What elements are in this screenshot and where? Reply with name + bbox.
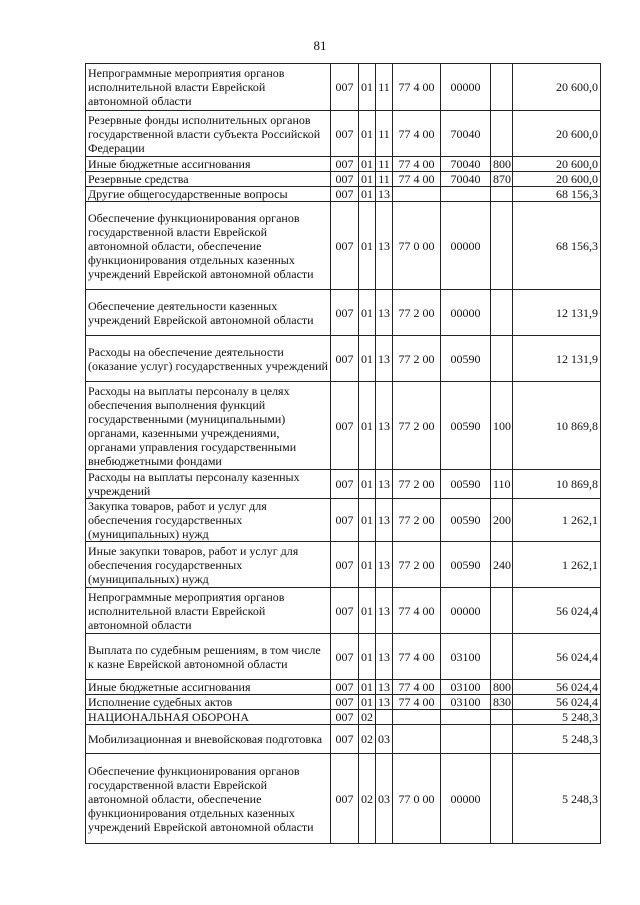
row-expense-type-code [491, 634, 513, 680]
row-name: Расходы на выплаты персоналу казенных учреждений [86, 470, 331, 499]
row-section-code: 01 [359, 542, 376, 588]
row-section-code: 01 [359, 382, 376, 470]
table-row [86, 157, 601, 172]
row-subsection-code: 11 [376, 157, 393, 172]
row-subsection-code: 11 [376, 172, 393, 187]
row-ved-code: 007 [331, 111, 359, 157]
row-section-code: 01 [359, 695, 376, 710]
row-expense-type-code: 870 [491, 172, 513, 187]
row-ved-code: 007 [331, 157, 359, 172]
row-subsection-code: 11 [376, 64, 393, 111]
row-expense-type-code [491, 754, 513, 844]
row-subsection-code [376, 710, 393, 725]
row-subsection-code: 13 [376, 202, 393, 290]
table-row [86, 725, 601, 754]
row-subsection-code: 03 [376, 725, 393, 754]
row-expense-type-code: 110 [491, 470, 513, 499]
row-ved-code: 007 [331, 499, 359, 542]
row-section-code: 01 [359, 202, 376, 290]
row-ved-code: 007 [331, 710, 359, 725]
row-target-program-code: 77 2 00 [393, 336, 441, 382]
row-section-code: 02 [359, 754, 376, 844]
row-name: Исполнение судебных актов [86, 695, 331, 710]
table-row [86, 680, 601, 695]
row-target-program-code: 77 2 00 [393, 470, 441, 499]
row-subsection-code: 13 [376, 542, 393, 588]
row-expense-type-code [491, 336, 513, 382]
row-expense-type-code [491, 64, 513, 111]
row-amount: 68 156,3 [513, 202, 601, 290]
row-subsection-code: 13 [376, 695, 393, 710]
row-name: Выплата по судебным решениям, в том числе к казне Еврейской автономной области [86, 634, 331, 680]
row-subsection-code: 13 [376, 588, 393, 634]
row-name: Обеспечение деятельности казенных учреждений Еврейской автономной области [86, 290, 331, 336]
row-target-direction-code: 70040 [441, 172, 491, 187]
table-row [86, 754, 601, 844]
row-ved-code: 007 [331, 695, 359, 710]
row-section-code: 01 [359, 157, 376, 172]
row-amount: 10 869,8 [513, 382, 601, 470]
row-target-program-code: 77 4 00 [393, 64, 441, 111]
row-amount: 20 600,0 [513, 64, 601, 111]
row-amount: 20 600,0 [513, 157, 601, 172]
row-ved-code: 007 [331, 542, 359, 588]
row-section-code: 01 [359, 290, 376, 336]
row-section-code: 01 [359, 64, 376, 111]
row-expense-type-code: 200 [491, 499, 513, 542]
row-name: Закупка товаров, работ и услуг для обеспечения государственных (муниципальных) нужд [86, 499, 331, 542]
row-ved-code: 007 [331, 470, 359, 499]
row-target-direction-code: 00000 [441, 202, 491, 290]
row-name: Обеспечение функционирования органов государственной власти Еврейской автономной области, обеспечение функционирования отдельных казенных учреждений Еврейской автономной области [86, 754, 331, 844]
row-section-code: 01 [359, 588, 376, 634]
row-amount: 12 131,9 [513, 336, 601, 382]
row-ved-code: 007 [331, 290, 359, 336]
row-expense-type-code [491, 725, 513, 754]
table-row [86, 470, 601, 499]
row-section-code: 01 [359, 172, 376, 187]
row-subsection-code: 13 [376, 187, 393, 202]
row-target-direction-code: 00000 [441, 290, 491, 336]
table-row [86, 382, 601, 470]
row-target-program-code [393, 710, 441, 725]
row-target-direction-code: 00000 [441, 588, 491, 634]
row-ved-code: 007 [331, 754, 359, 844]
row-target-program-code: 77 2 00 [393, 499, 441, 542]
table-row [86, 695, 601, 710]
row-section-code: 02 [359, 725, 376, 754]
row-name: Резервные фонды исполнительных органов государственной власти субъекта Российской Федерации [86, 111, 331, 157]
row-ved-code: 007 [331, 680, 359, 695]
row-name: Мобилизационная и вневойсковая подготовка [86, 725, 331, 754]
table-row [86, 64, 601, 111]
row-target-program-code: 77 2 00 [393, 382, 441, 470]
row-target-direction-code: 70040 [441, 111, 491, 157]
row-name: Иные бюджетные ассигнования [86, 680, 331, 695]
row-target-program-code: 77 0 00 [393, 754, 441, 844]
row-target-direction-code: 00000 [441, 754, 491, 844]
row-target-program-code: 77 4 00 [393, 680, 441, 695]
row-name: Обеспечение функционирования органов государственной власти Еврейской автономной области, обеспечение функционирования отдельных казенных учреждений Еврейской автономной области [86, 202, 331, 290]
row-amount: 68 156,3 [513, 187, 601, 202]
table-row [86, 634, 601, 680]
table-row [86, 172, 601, 187]
table-row [86, 710, 601, 725]
page-number: 81 [313, 38, 327, 53]
row-expense-type-code [491, 588, 513, 634]
row-target-direction-code [441, 725, 491, 754]
row-expense-type-code: 100 [491, 382, 513, 470]
row-section-code: 01 [359, 634, 376, 680]
row-ved-code: 007 [331, 172, 359, 187]
row-name: Расходы на обеспечение деятельности (оказание услуг) государственных учреждений [86, 336, 331, 382]
row-amount: 56 024,4 [513, 680, 601, 695]
row-target-direction-code: 00590 [441, 382, 491, 470]
row-expense-type-code [491, 111, 513, 157]
row-target-program-code: 77 2 00 [393, 542, 441, 588]
row-target-direction-code [441, 187, 491, 202]
row-amount: 1 262,1 [513, 499, 601, 542]
row-target-program-code [393, 725, 441, 754]
row-target-direction-code [441, 710, 491, 725]
row-ved-code: 007 [331, 64, 359, 111]
row-expense-type-code: 240 [491, 542, 513, 588]
row-target-program-code: 77 2 00 [393, 290, 441, 336]
row-ved-code: 007 [331, 588, 359, 634]
row-section-code: 01 [359, 187, 376, 202]
row-name: Непрограммные мероприятия органов исполнительной власти Еврейской автономной области [86, 64, 331, 111]
row-target-program-code: 77 4 00 [393, 695, 441, 710]
row-name: НАЦИОНАЛЬНАЯ ОБОРОНА [86, 710, 331, 725]
row-name: Иные закупки товаров, работ и услуг для обеспечения государственных (муниципальных) нужд [86, 542, 331, 588]
row-amount: 5 248,3 [513, 710, 601, 725]
table-row [86, 499, 601, 542]
row-expense-type-code [491, 710, 513, 725]
row-amount: 10 869,8 [513, 470, 601, 499]
row-name: Непрограммные мероприятия органов исполнительной власти Еврейской автономной области [86, 588, 331, 634]
budget-table [85, 63, 601, 844]
row-ved-code: 007 [331, 187, 359, 202]
row-subsection-code: 13 [376, 336, 393, 382]
row-target-program-code: 77 4 00 [393, 111, 441, 157]
row-section-code: 01 [359, 336, 376, 382]
row-target-program-code: 77 4 00 [393, 634, 441, 680]
row-target-program-code: 77 4 00 [393, 588, 441, 634]
table-row [86, 542, 601, 588]
row-amount: 56 024,4 [513, 695, 601, 710]
table-row [86, 290, 601, 336]
row-expense-type-code [491, 290, 513, 336]
row-section-code: 02 [359, 710, 376, 725]
table-row [86, 202, 601, 290]
row-target-direction-code: 00590 [441, 336, 491, 382]
row-target-direction-code: 03100 [441, 680, 491, 695]
row-expense-type-code [491, 202, 513, 290]
row-name: Другие общегосударственные вопросы [86, 187, 331, 202]
row-section-code: 01 [359, 470, 376, 499]
table-row [86, 111, 601, 157]
row-target-direction-code: 03100 [441, 634, 491, 680]
row-subsection-code: 13 [376, 290, 393, 336]
row-amount: 1 262,1 [513, 542, 601, 588]
table-row [86, 336, 601, 382]
row-amount: 56 024,4 [513, 634, 601, 680]
row-amount: 5 248,3 [513, 725, 601, 754]
row-subsection-code: 11 [376, 111, 393, 157]
row-amount: 20 600,0 [513, 111, 601, 157]
row-amount: 12 131,9 [513, 290, 601, 336]
row-subsection-code: 13 [376, 470, 393, 499]
row-subsection-code: 13 [376, 680, 393, 695]
row-ved-code: 007 [331, 202, 359, 290]
row-amount: 5 248,3 [513, 754, 601, 844]
row-expense-type-code: 830 [491, 695, 513, 710]
row-name: Резервные средства [86, 172, 331, 187]
row-subsection-code: 13 [376, 634, 393, 680]
row-target-direction-code: 00590 [441, 499, 491, 542]
row-expense-type-code: 800 [491, 680, 513, 695]
row-name: Расходы на выплаты персоналу в целях обеспечения выполнения функций государственными (муниципальными) органами, казенными учреждениями, органами управления государственными внебюджетными фондами [86, 382, 331, 470]
row-ved-code: 007 [331, 336, 359, 382]
row-ved-code: 007 [331, 382, 359, 470]
row-subsection-code: 03 [376, 754, 393, 844]
table-row [86, 588, 601, 634]
row-target-direction-code: 03100 [441, 695, 491, 710]
row-name: Иные бюджетные ассигнования [86, 157, 331, 172]
row-section-code: 01 [359, 111, 376, 157]
table-row [86, 187, 601, 202]
row-target-direction-code: 70040 [441, 157, 491, 172]
row-target-program-code: 77 4 00 [393, 157, 441, 172]
row-target-direction-code: 00590 [441, 542, 491, 588]
row-target-program-code: 77 0 00 [393, 202, 441, 290]
row-section-code: 01 [359, 680, 376, 695]
row-subsection-code: 13 [376, 499, 393, 542]
row-amount: 56 024,4 [513, 588, 601, 634]
row-ved-code: 007 [331, 725, 359, 754]
row-amount: 20 600,0 [513, 172, 601, 187]
row-subsection-code: 13 [376, 382, 393, 470]
row-target-program-code [393, 187, 441, 202]
row-target-program-code: 77 4 00 [393, 172, 441, 187]
row-ved-code: 007 [331, 634, 359, 680]
row-expense-type-code: 800 [491, 157, 513, 172]
row-target-direction-code: 00000 [441, 64, 491, 111]
row-expense-type-code [491, 187, 513, 202]
row-target-direction-code: 00590 [441, 470, 491, 499]
row-section-code: 01 [359, 499, 376, 542]
